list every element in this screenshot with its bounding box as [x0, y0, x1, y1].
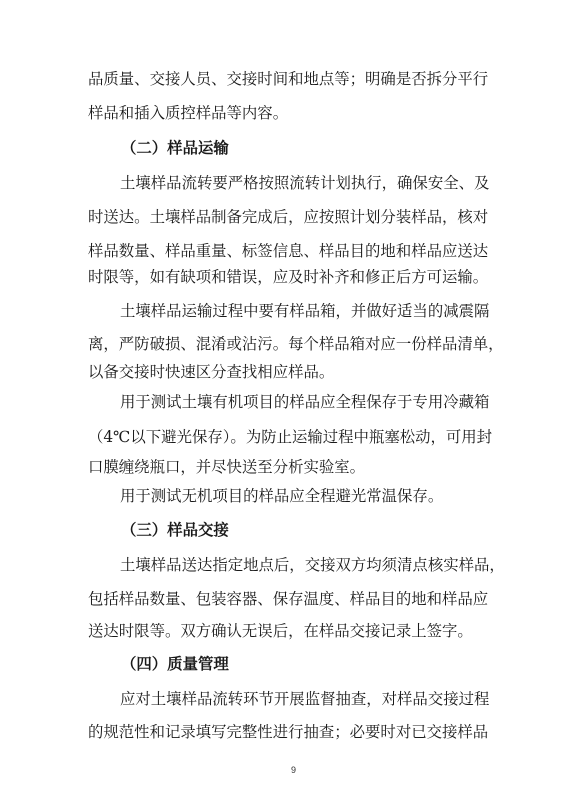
- paragraph-line: 时限等，如有缺项和错误，应及时补齐和修正后方可运输。: [88, 268, 489, 286]
- page-number: 9: [290, 765, 296, 775]
- paragraph-line: 土壤样品送达指定地点后，交接双方均须清点核实样品，: [120, 556, 505, 574]
- section-heading-text: （三）样品交接: [121, 521, 229, 539]
- paragraph-line: 时送达。土壤样品制备完成后，应按照计划分装样品，核对: [88, 208, 489, 226]
- paragraph-line: 以备交接时快速区分查找相应样品。: [88, 363, 335, 381]
- paragraph-line: 的规范性和记录填写完整性进行抽查；必要时对已交接样品: [88, 723, 489, 741]
- paragraph-line: 样品数量、样品重量、标签信息、样品目的地和样品应送达: [88, 242, 489, 260]
- paragraph-line: 应对土壤样品流转环节开展监督抽查，对样品交接过程: [120, 690, 490, 708]
- paragraph-line: （4℃以下避光保存）。为防止运输过程中瓶塞松动，可用封: [88, 428, 493, 446]
- paragraph-line: 离，严防破损、混淆或沾污。每个样品箱对应一份样品清单，: [88, 335, 504, 353]
- section-heading-quality-management: [121, 654, 229, 674]
- section-heading-text: （二）样品运输: [121, 139, 229, 157]
- intro-line-2: 样品和插入质控样品等内容。: [88, 104, 289, 122]
- section-heading-text: （四）质量管理: [121, 655, 229, 673]
- paragraph-line: 用于测试土壤有机项目的样品应全程保存于专用冷藏箱: [120, 393, 490, 411]
- paragraph-line: 土壤样品运输过程中要有样品箱，并做好适当的减震隔: [120, 302, 490, 320]
- section-heading-sample-transport: [121, 138, 229, 158]
- section-heading-sample-handover: [121, 520, 229, 540]
- paragraph-line: 包括样品数量、包装容器、保存温度、样品目的地和样品应: [88, 590, 489, 608]
- paragraph-line: 用于测试无机项目的样品应全程避光常温保存。: [120, 487, 444, 505]
- intro-line-1: 品质量、交接人员、交接时间和地点等；明确是否拆分平行: [88, 70, 489, 88]
- paragraph-line: 土壤样品流转要严格按照流转计划执行，确保安全、及: [120, 174, 490, 192]
- paragraph-line: 口膜缠绕瓶口，并尽快送至分析实验室。: [88, 458, 366, 476]
- paragraph-line: 送达时限等。双方确认无误后，在样品交接记录上签字。: [88, 622, 473, 640]
